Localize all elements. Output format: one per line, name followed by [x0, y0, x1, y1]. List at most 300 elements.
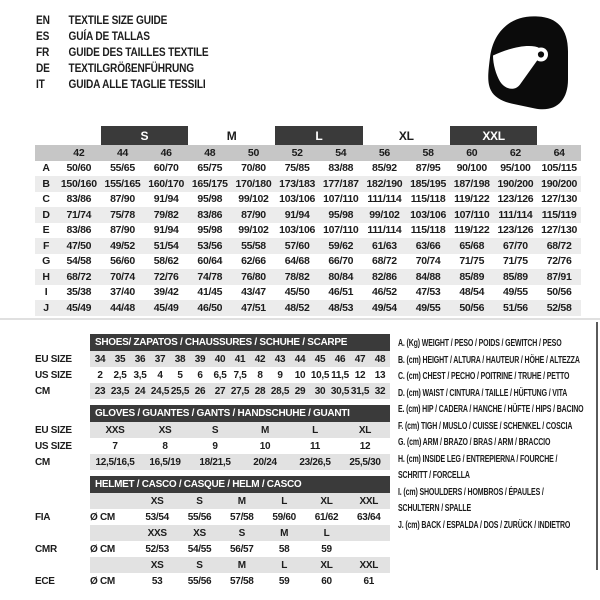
size-label: 54 [319, 145, 363, 161]
measurement-cell: 185/195 [406, 176, 450, 192]
measurement-cell: 87/90 [232, 207, 276, 223]
measurement-cell: 56/60 [110, 255, 135, 268]
language-code: EN [36, 15, 50, 27]
measurement-cell: 80/84 [319, 269, 363, 285]
measurement-row [35, 176, 581, 192]
helmet-cell: 59 [278, 575, 290, 587]
group-spacer [537, 126, 581, 145]
helmet-cell: 61 [363, 575, 375, 587]
measurement-cell: 45/49 [144, 300, 188, 316]
measurement-cell: 87/90 [110, 224, 135, 237]
accessory-sections [35, 334, 390, 595]
shoes-cell: 3,5 [133, 369, 147, 381]
language-code: IT [36, 79, 45, 91]
measurement-cell: 87/95 [415, 162, 441, 175]
shoes-cell: 28 [250, 383, 270, 399]
racing-helmet-icon [480, 12, 576, 115]
measurement-cell: 119/122 [454, 224, 490, 237]
shoes-cell: 42 [250, 351, 270, 367]
measurement-cell: 83/86 [66, 224, 92, 237]
measurement-cell: 37/40 [110, 286, 135, 299]
measurement-cell: 95/98 [197, 224, 223, 237]
measurement-cell: 50/56 [450, 300, 494, 316]
gloves-cell: 11 [310, 440, 320, 452]
helmet-cell: 58 [278, 543, 290, 555]
measurement-cell: 45/50 [284, 286, 310, 299]
shoes-cell: 43 [270, 351, 290, 367]
shoes-cell: 46 [330, 351, 350, 367]
size-group-m: M [226, 128, 237, 143]
gloves-cell: 12,5/16,5 [90, 454, 140, 470]
measurement-cell: 47/51 [232, 300, 276, 316]
shoes-cell: 35 [110, 351, 130, 367]
gloves-cell: 12 [359, 440, 371, 452]
language-code: DE [36, 63, 50, 75]
shoes-cell: 23,5 [110, 383, 130, 399]
helmet-size-label: XS [178, 525, 220, 541]
measurement-cell: 41/45 [197, 286, 223, 299]
language-row [36, 29, 370, 45]
helmet-standard-name: CMR [35, 541, 90, 557]
shoes-cell: 6,5 [213, 369, 227, 381]
gloves-row [35, 454, 390, 470]
measurement-cell: 127/130 [541, 224, 578, 237]
size-label: 56 [363, 145, 407, 161]
measurement-cell: 111/114 [367, 224, 402, 237]
shoes-cell: 47 [350, 351, 370, 367]
size-label: 62 [494, 145, 538, 161]
helmet-cell: 57/58 [230, 511, 254, 523]
shoes-cell: 23 [90, 383, 110, 399]
measurement-cell: 91/94 [153, 193, 179, 206]
measurement-cell: 55/58 [232, 238, 276, 254]
shoes-cell: 41 [230, 351, 250, 367]
measurement-cell: 43/47 [241, 286, 266, 299]
measurement-cell: 53/56 [188, 238, 232, 254]
gloves-cell: L [290, 422, 340, 438]
shoes-row [35, 383, 390, 399]
shoes-cell: 48 [370, 351, 390, 367]
measurement-cell: 49/55 [406, 300, 450, 316]
measurement-cell: 68/72 [537, 238, 581, 254]
size-group-xxl: XXL [450, 126, 537, 145]
measurement-cell: 59/62 [319, 238, 363, 254]
measurement-cell: 47/53 [415, 286, 441, 299]
language-title: GUÍA DE TALLAS [68, 31, 150, 43]
size-label: 60 [450, 145, 494, 161]
legend-item: A. (Kg) WEIGHT / PESO / POIDS / GEWITCH / PESO [398, 338, 562, 349]
helmet-size-label: L [263, 493, 305, 509]
measurement-cell: 45/49 [57, 300, 101, 316]
measurement-cell: 87/90 [110, 193, 135, 206]
language-code: FR [36, 47, 50, 59]
measurement-cell: 85/89 [494, 269, 538, 285]
gloves-cell: 23/26,5 [290, 454, 340, 470]
helmet-value-row [35, 573, 390, 589]
gloves-cell: XL [340, 422, 390, 438]
shoes-cell: 37 [150, 351, 170, 367]
language-row [36, 45, 370, 61]
measurement-cell: 123/126 [497, 224, 534, 237]
measurement-cell: 60/64 [197, 255, 223, 268]
legend-item: E. (cm) HIP / CADERA / HANCHE / HÜFTE / HIPS / BACINO [398, 404, 584, 415]
language-row [36, 61, 370, 77]
size-row-corner [35, 145, 57, 161]
measurement-cell: 99/102 [363, 207, 407, 223]
size-label: 58 [406, 145, 450, 161]
measurement-cell: 105/115 [541, 162, 577, 175]
measurement-cell: 103/106 [279, 224, 316, 237]
helmet-header: HELMET / CASCO / CASQUE / HELM / CASCO [90, 476, 390, 493]
measurement-cell: 58/62 [153, 255, 179, 268]
measurement-cell: 190/200 [494, 176, 538, 192]
measurement-cell: 60/70 [153, 162, 179, 175]
language-title: GUIDA ALLE TAGLIE TESSILI [68, 79, 206, 91]
gloves-row-label: US SIZE [35, 438, 90, 454]
measurement-cell: 65/75 [197, 162, 223, 175]
helmet-cell: 54/55 [187, 543, 212, 555]
helmet-size-label: XXL [348, 557, 390, 573]
helmet-cell [348, 541, 390, 557]
measurement-cell: 57/60 [275, 238, 319, 254]
shoes-cell: 26 [190, 383, 210, 399]
size-label: 50 [232, 145, 276, 161]
diameter-label: Ø CM [90, 575, 115, 587]
measurement-cell: 115/118 [410, 193, 446, 206]
helmet-header-row [35, 476, 390, 493]
gloves-row-label: EU SIZE [35, 422, 90, 438]
gloves-cell: 9 [212, 440, 218, 452]
measurement-row [35, 192, 581, 208]
helmet-cell: 60 [321, 575, 332, 587]
measurement-row [35, 161, 581, 177]
shoes-cell: 45 [310, 351, 330, 367]
helmet-size-label: L [305, 525, 347, 541]
shoes-cell: 5 [177, 369, 183, 381]
shoes-cell: 24,5 [150, 383, 170, 399]
gloves-row [35, 422, 390, 438]
helmet-size-label: XL [305, 493, 347, 509]
gloves-header: GLOVES / GUANTES / GANTS / HANDSCHUHE / GUANTI [90, 405, 390, 422]
measurement-row [35, 238, 581, 254]
measurement-cell: 75/85 [284, 162, 310, 175]
measurement-cell: 50/56 [546, 286, 572, 299]
size-label: 44 [101, 145, 145, 161]
shoes-cell: 12 [354, 369, 366, 381]
measurement-cell: 107/110 [323, 193, 359, 206]
shoes-cell: 11,5 [331, 369, 349, 381]
gloves-cell: 16,5/19 [140, 454, 190, 470]
measurement-cell: 65/68 [450, 238, 494, 254]
helmet-size-label: XS [136, 493, 178, 509]
gloves-cell: M [240, 422, 290, 438]
helmet-cell: 53 [151, 575, 163, 587]
measurement-cell: 190/200 [537, 176, 581, 192]
helmet-cell: 56/57 [230, 543, 254, 555]
measurement-cell: 63/66 [406, 238, 450, 254]
gloves-cell: 7 [112, 440, 118, 452]
shoes-cell: 27,5 [230, 383, 250, 399]
helmet-standard-name: FIA [35, 509, 90, 525]
legend-item: B. (cm) HEIGHT / ALTURA / HAUTEUR / HÖHE / ALTEZZA [398, 354, 580, 366]
helmet-size-label: S [178, 493, 220, 509]
gloves-table [35, 405, 390, 470]
measurement-cell: 49/52 [101, 238, 145, 254]
measurement-cell: 75/78 [101, 207, 145, 223]
shoes-row [35, 351, 390, 367]
size-group-row [35, 126, 581, 145]
shoes-cell: 10,5 [310, 369, 330, 381]
measurement-cell: 71/74 [57, 207, 101, 223]
size-label: 52 [275, 145, 319, 161]
helmet-standard-name: ECE [35, 573, 90, 589]
measurement-cell: 70/74 [101, 269, 145, 285]
helmet-cell: 53/54 [145, 511, 169, 523]
measurement-cell: 72/76 [546, 255, 572, 268]
shoes-cell: 9 [277, 369, 283, 381]
measurement-cell: 111/114 [494, 207, 538, 223]
measurement-cell: 84/88 [406, 269, 450, 285]
measurement-cell: 39/42 [153, 286, 179, 299]
shoes-cell: 34 [90, 351, 110, 367]
size-label: 48 [188, 145, 232, 161]
legend-item: F. (cm) TIGH / MUSLO / CUISSE / SCHENKEL / COSCIA [398, 420, 573, 432]
size-label: 64 [537, 145, 581, 161]
measurement-cell: 62/66 [241, 255, 266, 268]
shoes-header-row [35, 334, 390, 351]
size-group-l: L [275, 126, 362, 145]
measurement-cell: 51/56 [494, 300, 538, 316]
measurement-cell: 107/110 [450, 207, 494, 223]
language-row [36, 77, 370, 93]
language-title: GUIDE DES TAILLES TEXTILE [68, 47, 209, 59]
measurement-cell: 46/50 [188, 300, 232, 316]
shoes-cell: 4 [157, 369, 163, 381]
row-letter: J [35, 300, 57, 316]
measurement-cell: 82/86 [363, 269, 407, 285]
helmet-table [35, 476, 390, 589]
shoes-cell: 13 [374, 369, 386, 381]
helmet-value-row [35, 509, 390, 525]
measurement-cell: 76/80 [232, 269, 276, 285]
size-label: 42 [57, 145, 101, 161]
group-spacer [35, 126, 101, 145]
measurement-cell: 85/89 [450, 269, 494, 285]
helmet-size-row [35, 493, 390, 509]
measurement-cell: 85/92 [372, 162, 397, 175]
measurement-cell: 71/75 [459, 255, 485, 268]
measurement-cell: 90/100 [456, 162, 487, 175]
helmet-size-label: S [221, 525, 263, 541]
legend-item: G. (cm) ARM / BRAZO / BRAS / ARM / BRACCIO [398, 437, 551, 448]
measurement-cell: 51/54 [144, 238, 188, 254]
main-size-table [35, 126, 581, 316]
spacer [35, 493, 90, 509]
measurement-cell: 177/187 [319, 176, 363, 192]
helmet-size-row [35, 557, 390, 573]
measurement-row [35, 254, 581, 270]
measurement-cell: 91/94 [153, 224, 179, 237]
gloves-cell: XXS [90, 422, 140, 438]
spacer [90, 557, 136, 573]
row-letter: H [35, 269, 57, 285]
helmet-size-label: XL [305, 557, 347, 573]
measurement-cell: 83/88 [328, 162, 354, 175]
shoes-cell: 28,5 [270, 383, 290, 399]
measurement-cell: 50/60 [66, 162, 92, 175]
row-letter: F [35, 238, 57, 254]
spacer [35, 557, 90, 573]
shoes-cell: 6 [197, 369, 203, 381]
shoes-cell: 2 [97, 369, 103, 381]
measurement-cell: 70/80 [241, 162, 266, 175]
page-edge-line [596, 322, 598, 570]
measurement-legend [398, 336, 584, 534]
measurement-cell: 95/98 [197, 193, 223, 206]
gloves-row-label: CM [35, 454, 90, 470]
measurement-cell: 123/126 [497, 193, 534, 206]
gloves-header-row [35, 405, 390, 422]
measurement-cell: 173/183 [275, 176, 319, 192]
legend-item: D. (cm) WAIST / CINTURA / TAILLE / HÜFTUNG / VITA [398, 387, 568, 399]
measurement-cell: 155/165 [101, 176, 145, 192]
section-divider [0, 318, 600, 320]
measurement-cell: 74/78 [188, 269, 232, 285]
helmet-cell: 55/56 [187, 575, 212, 587]
spacer [90, 525, 136, 541]
shoes-row-label: US SIZE [35, 367, 90, 383]
measurement-cell: 95/100 [500, 162, 531, 175]
shoes-cell: 25,5 [170, 383, 190, 399]
measurement-cell: 83/86 [188, 207, 232, 223]
measurement-cell: 49/54 [363, 300, 407, 316]
measurement-cell: 103/106 [279, 193, 316, 206]
measurement-cell: 70/74 [415, 255, 441, 268]
helmet-cell: 63/64 [357, 511, 381, 523]
shoes-cell: 2,5 [113, 369, 127, 381]
legend-item: H. (cm) INSIDE LEG / ENTREPIERNA / FOURCHE / SCHRITT / FORCELLA [398, 453, 558, 481]
measurement-cell: 46/51 [328, 286, 354, 299]
shoes-row-label: CM [35, 383, 90, 399]
helmet-size-label: M [221, 557, 263, 573]
measurement-cell: 127/130 [541, 193, 578, 206]
helmet-size-label: XXL [348, 493, 390, 509]
measurement-cell: 78/82 [275, 269, 319, 285]
row-letter: I [44, 286, 48, 299]
measurement-cell: 64/68 [284, 255, 310, 268]
measurement-cell: 160/170 [144, 176, 188, 192]
legend-item: J. (cm) BACK / ESPALDA / DOS / ZURÜCK / INDIETRO [398, 519, 571, 531]
measurement-cell: 111/114 [367, 193, 402, 206]
size-group-xl: XL [398, 128, 414, 143]
header-spacer [35, 405, 90, 422]
numeric-size-row [35, 145, 581, 161]
row-letter: C [42, 193, 50, 206]
shoes-cell: 24 [130, 383, 150, 399]
measurement-cell: 49/55 [503, 286, 528, 299]
legend-item: C. (cm) CHEST / PECHO / POITRINE / TRUHE / PETTO [398, 371, 570, 382]
helmet-cell: 57/58 [230, 575, 254, 587]
shoes-row [35, 367, 390, 383]
language-title: TEXTILE SIZE GUIDE [68, 15, 168, 27]
helmet-size-label: XS [136, 557, 178, 573]
shoes-cell: 39 [190, 351, 210, 367]
shoes-cell: 7,5 [233, 369, 247, 381]
measurement-cell: 119/122 [454, 193, 490, 206]
measurement-cell: 48/52 [275, 300, 319, 316]
helmet-size-label: L [263, 557, 305, 573]
measurement-cell: 47/50 [57, 238, 101, 254]
language-row [36, 13, 370, 29]
measurement-cell: 79/82 [144, 207, 188, 223]
helmet-size-label: M [263, 525, 305, 541]
helmet-cell: 61/62 [314, 511, 339, 523]
measurement-cell: 91/94 [275, 207, 319, 223]
helmet-cell: 59 [321, 543, 332, 555]
measurement-cell: 48/54 [459, 286, 485, 299]
measurement-cell: 150/160 [57, 176, 101, 192]
row-letter: A [42, 162, 50, 175]
measurement-cell: 165/175 [188, 176, 232, 192]
gloves-cell: 20/24 [240, 454, 290, 470]
measurement-cell: 71/75 [503, 255, 528, 268]
size-group-s: S [101, 126, 188, 145]
helmet-cell: 52/53 [145, 543, 169, 555]
measurement-cell: 44/48 [101, 300, 145, 316]
measurement-cell: 67/70 [494, 238, 538, 254]
shoes-cell: 27 [210, 383, 230, 399]
measurement-cell: 170/180 [232, 176, 276, 192]
diameter-label: Ø CM [90, 511, 115, 523]
measurement-cell: 61/63 [363, 238, 407, 254]
measurement-cell: 87/91 [537, 269, 581, 285]
shoes-header: SHOES/ ZAPATOS / CHAUSSURES / SCHUHE / SCARPE [90, 334, 390, 351]
gloves-row [35, 438, 390, 454]
row-letter: G [42, 255, 50, 268]
measurement-cell: 66/70 [328, 255, 354, 268]
measurement-row [35, 207, 581, 223]
spacer [35, 525, 90, 541]
helmet-size-label: M [221, 493, 263, 509]
helmet-cell: 55/56 [187, 511, 212, 523]
gloves-cell: S [190, 422, 240, 438]
shoes-cell: 30,5 [330, 383, 350, 399]
measurement-cell: 83/86 [66, 193, 92, 206]
shoes-row-label: EU SIZE [35, 351, 90, 367]
helmet-size-row [35, 525, 390, 541]
gloves-cell: 8 [162, 440, 168, 452]
row-letter: D [35, 207, 57, 223]
measurement-cell: 99/102 [238, 193, 269, 206]
helmet-size-label: XXS [136, 525, 178, 541]
diameter-label: Ø CM [90, 543, 115, 555]
shoes-cell: 44 [290, 351, 310, 367]
measurement-cell: 52/58 [537, 300, 581, 316]
row-letter: E [42, 224, 50, 237]
measurement-cell: 68/72 [372, 255, 397, 268]
measurement-cell: 72/76 [144, 269, 188, 285]
shoes-cell: 8 [257, 369, 263, 381]
measurement-cell: 115/118 [410, 224, 446, 237]
measurement-cell: 115/119 [537, 207, 581, 223]
shoes-table [35, 334, 390, 399]
shoes-cell: 38 [170, 351, 190, 367]
measurement-row [35, 300, 581, 316]
language-header [36, 13, 370, 93]
measurement-cell: 46/52 [372, 286, 397, 299]
language-code: ES [36, 31, 50, 43]
measurement-cell: 99/102 [238, 224, 269, 237]
